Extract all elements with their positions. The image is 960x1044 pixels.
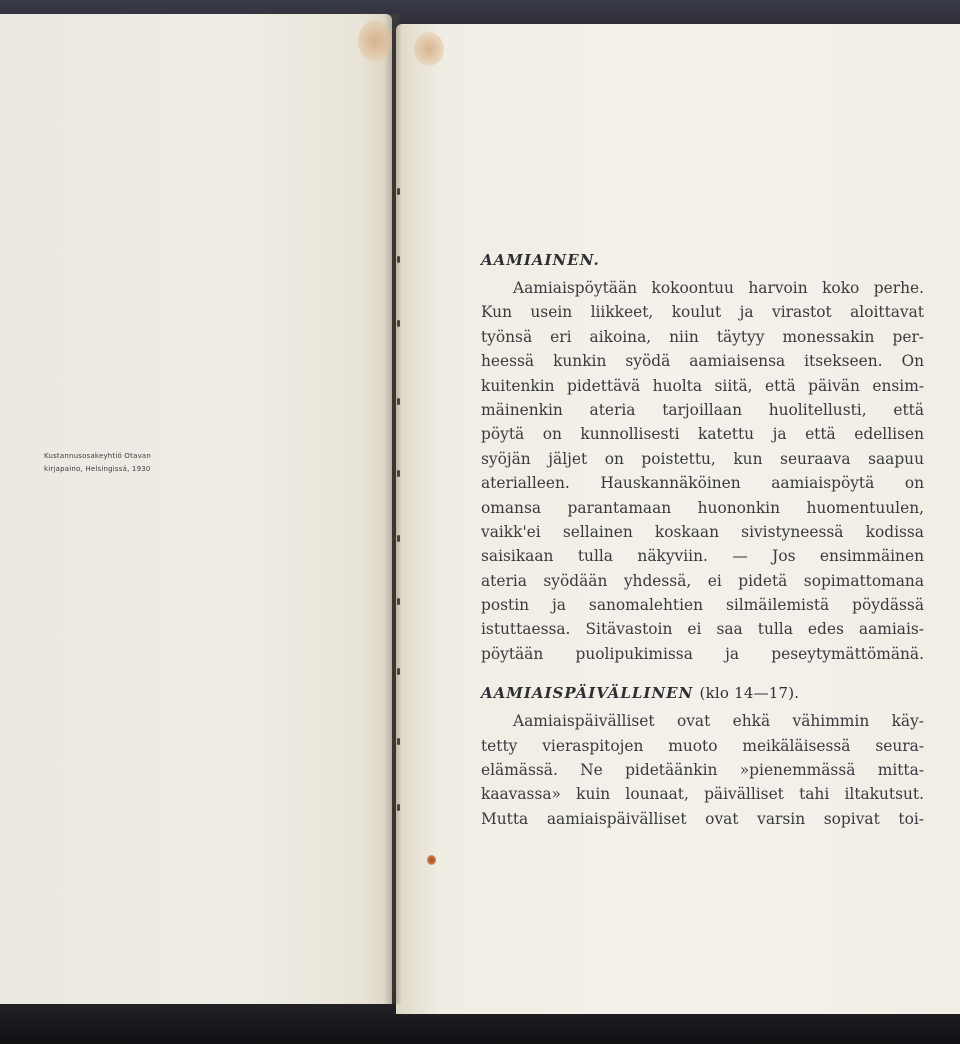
binding-stitch <box>397 320 400 327</box>
heading-title: AAMIAISPÄIVÄLLINEN <box>481 684 694 703</box>
text-line: omansa parantamaan huononkin huomentuulen, <box>481 498 924 517</box>
heading-title: AAMIAINEN. <box>481 251 600 269</box>
text-line: heessä kunkin syödä aamiaisensa itsekseen. On <box>481 352 924 371</box>
text-line: aterialleen. Hauskannäköinen aamiaispöytä on <box>481 474 924 493</box>
text-line: postin ja sanomalehtien silmäilemistä pöydässä <box>481 596 924 615</box>
binding-stitch <box>397 398 400 405</box>
text-line: vaikk'ei sellainen koskaan sivistyneessä kodissa <box>481 522 924 541</box>
text-line: saisikaan tulla näkyviin. — Jos ensimmäinen <box>481 547 924 566</box>
section-heading <box>481 682 924 704</box>
section-heading <box>481 249 924 271</box>
text-line: Aamiaispäivälliset ovat ehkä vähimmin käy- <box>513 712 924 731</box>
text-line: Kun usein liikkeet, koulut ja virastot aloittavat <box>481 303 924 322</box>
binding-stitch <box>397 535 400 542</box>
rust-spot <box>427 855 436 865</box>
text-line: elämässä. Ne pidetäänkin »pienemmässä mitta- <box>481 761 924 780</box>
text-line: kaavassa» kuin lounaat, päivälliset tahi iltakutsut. <box>481 785 924 804</box>
text-line: tetty vieraspitojen muoto meikäläisessä seura- <box>481 736 924 755</box>
stain-right <box>414 32 444 66</box>
text-line: istuttaessa. Sitävastoin ei saa tulla edes aamiais- <box>481 620 924 639</box>
section-spacer <box>481 666 924 682</box>
imprint-line-1: Kustannusosakeyhtiö Otavan <box>44 452 152 460</box>
section-aamiaispaivallinen <box>481 682 924 831</box>
text-line: pöytä on kunnollisesti katettu ja että edellisen <box>481 425 924 444</box>
printer-imprint <box>44 450 244 476</box>
text-line: Aamiaispöytään kokoontuu harvoin koko perhe. <box>513 279 924 297</box>
paragraph <box>481 709 924 831</box>
text-line: Mutta aamiaispäivälliset ovat varsin sopivat toi- <box>481 809 924 828</box>
binding-stitch <box>397 668 400 675</box>
text-line: työnsä eri aikoina, niin täytyy monessakin per- <box>481 327 924 346</box>
binding-stitch <box>397 256 400 263</box>
text-line: mäinenkin ateria tarjoillaan huolitellusti, että <box>481 400 924 419</box>
binding-stitch <box>397 188 400 195</box>
text-line: syöjän jäljet on poistettu, kun seuraava saapuu <box>481 449 924 468</box>
heading-time: (klo 14—17). <box>699 684 800 703</box>
text-line: ateria syödään yhdessä, ei pidetä sopimattomana <box>481 571 924 590</box>
binding-stitch <box>397 804 400 811</box>
book-gutter <box>384 14 402 1004</box>
binding-stitch <box>397 738 400 745</box>
text-line: kuitenkin pidettävä huolta siitä, että päivän ensim- <box>481 376 924 395</box>
binding-stitch <box>397 598 400 605</box>
stain-left <box>358 20 392 62</box>
text-line: pöytään puolipukimissa ja peseytymättömänä. <box>481 644 924 663</box>
binding-stitch <box>397 470 400 477</box>
imprint-line-2: kirjapaino, Helsingissä, 1930 <box>44 465 151 473</box>
section-aamiainen <box>481 249 924 666</box>
left-page <box>0 14 392 1004</box>
paragraph <box>481 276 924 666</box>
text-column <box>481 249 924 831</box>
